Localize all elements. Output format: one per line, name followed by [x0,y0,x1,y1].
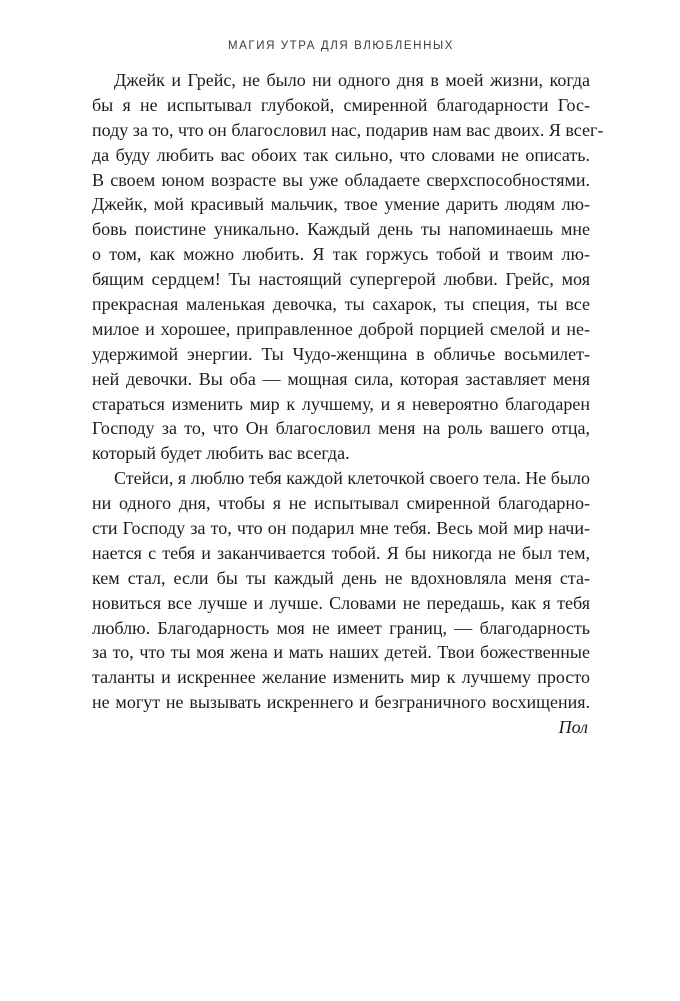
text-line: новиться все лучше и лучше. Словами не передашь, как я тебя [92,592,590,613]
text-line: милое и хорошее, приправленное доброй порцией смелой и не- [92,318,590,339]
text-line: люблю. Благодарность моя не имеет границ, — благодарность [92,617,590,638]
text-line: ней девочки. Вы оба — мощная сила, которая заставляет меня [92,368,590,389]
text-line: да буду любить вас обоих так сильно, что словами не описать. [92,144,590,165]
paragraph [92,68,604,466]
text-line: Джейк, мой красивый мальчик, твое умение дарить людям лю- [92,194,590,215]
text-line: бы я не испытывал глубокой, смиренной благодарности Гос- [92,94,590,115]
text-line: стараться изменить мир к лучшему, и я невероятно благодарен [92,393,590,414]
text-line: В своем юном возрасте вы уже обладаете сверхспособностями. [92,169,590,190]
text-line: Джейк и Грейс, не было ни одного дня в моей жизни, когда [114,70,590,90]
text-line: который будет любить вас всегда. [92,443,350,464]
text-block [92,68,604,740]
text-line: не могут не вызывать искреннего и безграничного восхищения. [92,692,590,713]
text-line: бовь поистине уникально. Каждый день ты напоминаешь мне [92,219,590,240]
text-line: ни одного дня, чтобы я не испытывал смиренной благодарно- [92,493,590,514]
paragraph [92,466,590,715]
text-line: таланты и искреннее желание изменить мир к лучшему просто [92,667,590,688]
text-line: поду за то, что он благословил нас, подарив нам вас двоих. Я всег- [92,119,604,140]
signature: Пол [558,717,588,738]
text-line: кем стал, если бы ты каждый день не вдохновляла меня ста- [92,567,590,588]
text-line: Стейси, я люблю тебя каждой клеточкой своего тела. Не было [114,468,590,489]
text-line: сти Господу за то, что он подарил мне тебя. Весь мой мир начи- [92,518,590,539]
text-line: Господу за то, что Он благословил меня на роль вашего отца, [92,418,590,439]
text-line: нается с тебя и заканчивается тобой. Я бы никогда не был тем, [92,542,590,563]
text-line: о том, как можно любить. Я так горжусь тобой и твоим лю- [92,244,590,265]
text-line: удержимой энергии. Ты Чудо-женщина в обличье восьмилет- [92,343,590,364]
text-line: бящим сердцем! Ты настоящий супергерой любви. Грейс, моя [92,269,590,290]
text-line: за то, что ты моя жена и мать наших детей. Твои божественные [92,642,590,663]
running-header: МАГИЯ УТРА ДЛЯ ВЛЮБЛЕННЫХ [227,40,455,52]
text-line: прекрасная маленькая девочка, ты сахарок, ты специя, ты все [92,294,590,315]
